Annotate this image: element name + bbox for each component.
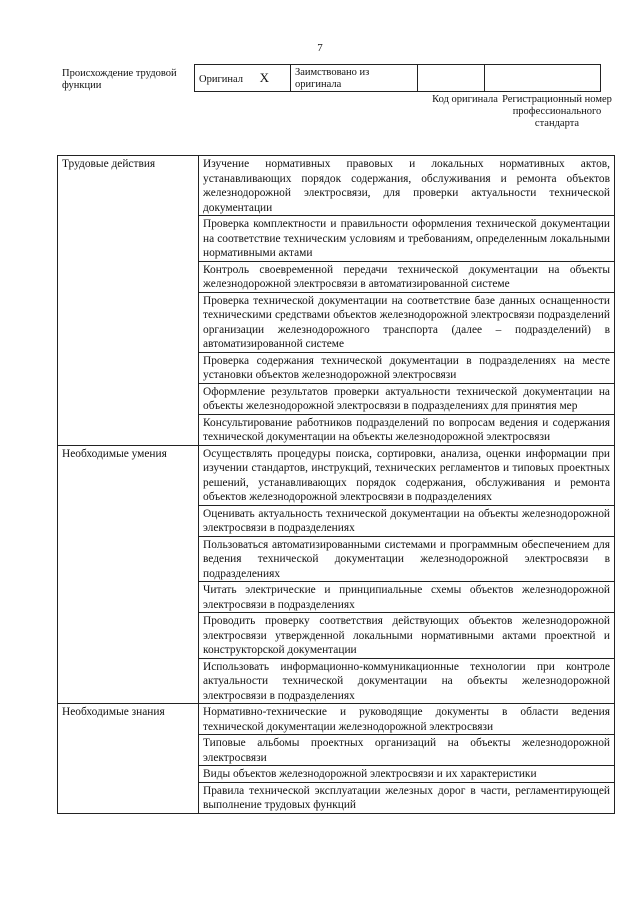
section-item: Использовать информационно-коммуникационные технологии при контроле актуальности технической документации на объекты железнодорожной электросвязи в подразделениях: [199, 658, 615, 704]
section-item: Проверка комплектности и правильности оформления технической документации на соответствие техническим условиям и требованиям, определенным локальными нормативными актами: [199, 216, 615, 262]
registration-number-label: Регистрационный номер профессионального стандарта: [502, 94, 612, 129]
section-title: Необходимые умения: [58, 445, 199, 704]
section-item: Изучение нормативных правовых и локальных нормативных актов, устанавливающих порядок содержания, обслуживания и ремонта объектов железнодорожной электросвязи, для проверки актуальности технической документации: [199, 156, 615, 216]
original-mark: X: [259, 70, 270, 85]
borrowed-cell: Заимствовано из оригинала: [291, 65, 418, 92]
original-code-label: Код оригинала: [432, 94, 498, 105]
section-item: Типовые альбомы проектных организаций на объекты железнодорожной электросвязи: [199, 735, 615, 766]
section-item: Проверка технической документации на соответствие базе данных оснащенности техническими средствами объектов железнодорожной электросвязи подразделений организации железнодорожного транспорта (далее – подразделений) в автоматизированной системе: [199, 292, 615, 352]
section-item: Контроль своевременной передачи технической документации на объекты железнодорожной электросвязи в автоматизированной системе: [199, 261, 615, 292]
section-item: Оформление результатов проверки актуальности технической документации на объекты железнодорожной электросвязи в подразделениях для принятия мер: [199, 383, 615, 414]
table-row: [58, 156, 615, 216]
section-item: Проводить проверку соответствия действующих объектов железнодорожной электросвязи утвержденной локальными нормативными актами проектной и конструкторской документации: [199, 613, 615, 659]
original-code-cell: [418, 65, 485, 92]
section-item: Правила технической эксплуатации железных дорог в части, регламентирующей выполнение трудовых функций: [199, 782, 615, 813]
function-origin-label: Происхождение трудовой функции: [62, 68, 177, 91]
section-item: Проверка содержания технической документации в подразделениях на месте установки объектов железнодорожной электросвязи: [199, 352, 615, 383]
original-label: Оригинал: [199, 74, 243, 85]
original-cell: [195, 65, 291, 92]
registration-number-cell: [485, 65, 601, 92]
section-item: Оценивать актуальность технической документации на объекты железнодорожной электросвязи в подразделениях: [199, 505, 615, 536]
table-row: [58, 704, 615, 735]
section-item: Читать электрические и принципиальные схемы объектов железнодорожной электросвязи в подразделениях: [199, 582, 615, 613]
section-title: Трудовые действия: [58, 156, 199, 446]
origin-table: [194, 64, 601, 92]
page-number: 7: [317, 42, 323, 54]
function-description-table: [57, 155, 615, 814]
section-item: Пользоваться автоматизированными системами и программным обеспечением для ведения технической документации железнодорожной электросвязи в подразделениях: [199, 536, 615, 582]
section-item: Виды объектов железнодорожной электросвязи и их характеристики: [199, 766, 615, 783]
section-title: Необходимые знания: [58, 704, 199, 814]
section-item: Осуществлять процедуры поиска, сортировки, анализа, оценки информации при изучении стандартов, инструкций, технических регламентов и типовых проектных решений, устанавливающих порядок содержания, обслуживания и ремонта объектов железнодорожной электросвязи в подразделениях: [199, 445, 615, 505]
table-row: [58, 445, 615, 505]
section-item: Консультирование работников подразделений по вопросам ведения и содержания технической документации на объекты железнодорожной электросвязи: [199, 414, 615, 445]
section-item: Нормативно-технические и руководящие документы в области ведения технической документации железнодорожной электросвязи: [199, 704, 615, 735]
